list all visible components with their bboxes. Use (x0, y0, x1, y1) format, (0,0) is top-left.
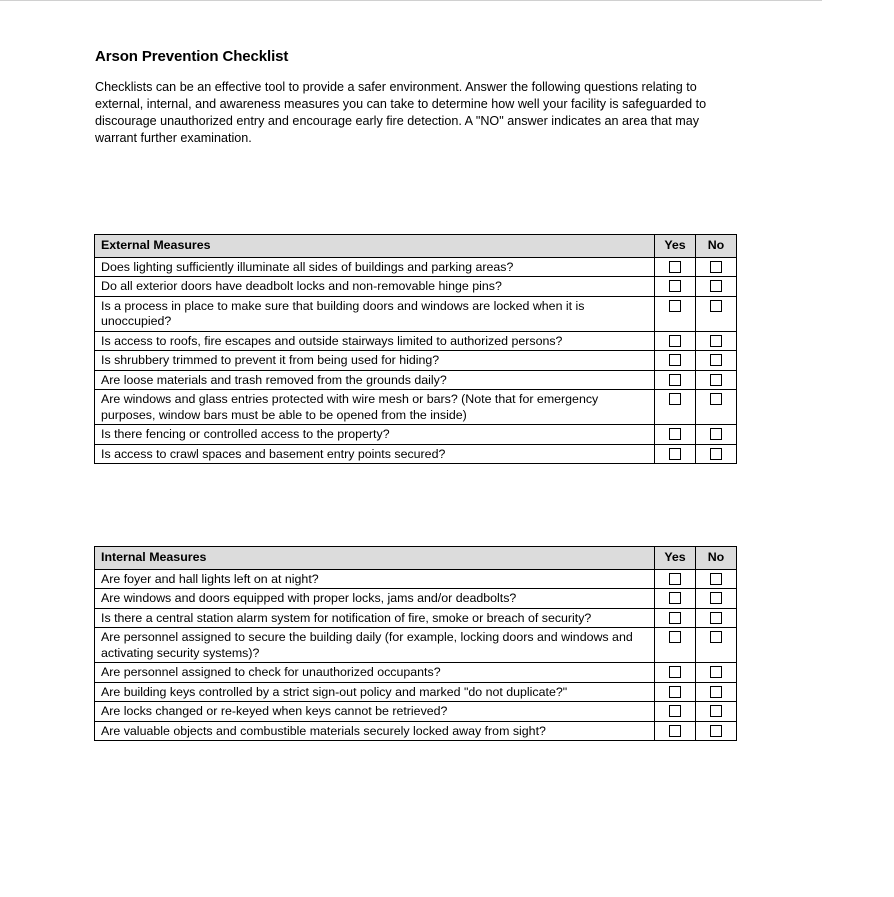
checklist-row (95, 425, 737, 445)
yes-checkbox[interactable] (669, 573, 681, 585)
yes-cell (655, 589, 696, 609)
top-divider (0, 0, 822, 1)
question-text: Is shrubbery trimmed to prevent it from being used for hiding? (95, 351, 655, 371)
checklist-page (95, 48, 740, 738)
checklist-row (95, 589, 737, 609)
no-checkbox[interactable] (710, 686, 722, 698)
question-text: Is there a central station alarm system for notification of fire, smoke or breach of security? (95, 608, 655, 628)
no-checkbox[interactable] (710, 725, 722, 737)
no-cell (696, 370, 737, 390)
question-text: Are personnel assigned to secure the building daily (for example, locking doors and windows and activating security systems)? (95, 628, 655, 663)
yes-cell (655, 702, 696, 722)
no-cell (696, 257, 737, 277)
question-text: Is a process in place to make sure that building doors and windows are locked when it is unoccupied? (95, 296, 655, 331)
question-text: Is access to roofs, fire escapes and outside stairways limited to authorized persons? (95, 331, 655, 351)
checklist-row (95, 702, 737, 722)
no-checkbox[interactable] (710, 354, 722, 366)
yes-cell (655, 296, 696, 331)
no-checkbox[interactable] (710, 300, 722, 312)
yes-cell (655, 390, 696, 425)
intro-paragraph: Checklists can be an effective tool to provide a safer environment. Answer the following questions relating to external, internal, and awareness measures you can take to determine how well your facility is safeguarded to discourage unauthorized entry and encourage early fire detection. A "NO" answer indicates an area that may warrant further examination. (95, 80, 707, 145)
no-checkbox[interactable] (710, 261, 722, 273)
no-checkbox[interactable] (710, 612, 722, 624)
no-checkbox[interactable] (710, 428, 722, 440)
yes-checkbox[interactable] (669, 612, 681, 624)
yes-cell (655, 331, 696, 351)
checklist-row (95, 331, 737, 351)
no-checkbox[interactable] (710, 631, 722, 643)
table-header-row (95, 235, 737, 258)
no-cell (696, 351, 737, 371)
no-cell (696, 608, 737, 628)
section-heading: External Measures (95, 235, 655, 258)
internal-measures-table (94, 546, 737, 741)
question-text: Is there fencing or controlled access to the property? (95, 425, 655, 445)
no-checkbox[interactable] (710, 280, 722, 292)
yes-checkbox[interactable] (669, 666, 681, 678)
yes-checkbox[interactable] (669, 725, 681, 737)
question-text: Are foyer and hall lights left on at night? (95, 569, 655, 589)
yes-checkbox[interactable] (669, 354, 681, 366)
checklist-row (95, 608, 737, 628)
external-measures-table (94, 234, 737, 464)
yes-checkbox[interactable] (669, 686, 681, 698)
checklist-row (95, 370, 737, 390)
yes-checkbox[interactable] (669, 631, 681, 643)
question-text: Are loose materials and trash removed from the grounds daily? (95, 370, 655, 390)
no-cell (696, 589, 737, 609)
no-checkbox[interactable] (710, 393, 722, 405)
no-cell (696, 425, 737, 445)
yes-checkbox[interactable] (669, 428, 681, 440)
yes-column-header: Yes (655, 547, 696, 570)
checklist-row (95, 444, 737, 464)
question-text: Are personnel assigned to check for unauthorized occupants? (95, 663, 655, 683)
yes-cell (655, 628, 696, 663)
yes-cell (655, 277, 696, 297)
yes-checkbox[interactable] (669, 705, 681, 717)
no-cell (696, 663, 737, 683)
question-text: Do all exterior doors have deadbolt locks and non-removable hinge pins? (95, 277, 655, 297)
question-text: Are valuable objects and combustible materials securely locked away from sight? (95, 721, 655, 741)
section-heading: Internal Measures (95, 547, 655, 570)
question-text: Are locks changed or re-keyed when keys cannot be retrieved? (95, 702, 655, 722)
no-column-header: No (696, 235, 737, 258)
external-rows (95, 257, 737, 464)
yes-cell (655, 682, 696, 702)
no-checkbox[interactable] (710, 573, 722, 585)
checklist-row (95, 569, 737, 589)
no-cell (696, 721, 737, 741)
yes-cell (655, 569, 696, 589)
yes-cell (655, 721, 696, 741)
question-text: Is access to crawl spaces and basement entry points secured? (95, 444, 655, 464)
yes-checkbox[interactable] (669, 374, 681, 386)
no-checkbox[interactable] (710, 705, 722, 717)
no-checkbox[interactable] (710, 448, 722, 460)
no-cell (696, 702, 737, 722)
question-text: Are windows and glass entries protected with wire mesh or bars? (Note that for emergency purposes, window bars must be able to be opened from the inside) (95, 390, 655, 425)
question-text: Are windows and doors equipped with proper locks, jams and/or deadbolts? (95, 589, 655, 609)
checklist-row (95, 257, 737, 277)
page-title: Arson Prevention Checklist (95, 48, 289, 65)
yes-checkbox[interactable] (669, 335, 681, 347)
yes-cell (655, 351, 696, 371)
question-text: Does lighting sufficiently illuminate all sides of buildings and parking areas? (95, 257, 655, 277)
no-checkbox[interactable] (710, 374, 722, 386)
checklist-row (95, 628, 737, 663)
no-cell (696, 331, 737, 351)
yes-cell (655, 663, 696, 683)
checklist-row (95, 721, 737, 741)
yes-cell (655, 425, 696, 445)
no-cell (696, 390, 737, 425)
yes-checkbox[interactable] (669, 448, 681, 460)
yes-cell (655, 444, 696, 464)
no-checkbox[interactable] (710, 666, 722, 678)
no-cell (696, 628, 737, 663)
internal-rows (95, 569, 737, 741)
checklist-row (95, 390, 737, 425)
yes-cell (655, 370, 696, 390)
yes-cell (655, 257, 696, 277)
yes-checkbox[interactable] (669, 592, 681, 604)
yes-checkbox[interactable] (669, 280, 681, 292)
no-checkbox[interactable] (710, 592, 722, 604)
yes-checkbox[interactable] (669, 261, 681, 273)
yes-checkbox[interactable] (669, 393, 681, 405)
checklist-row (95, 277, 737, 297)
question-text: Are building keys controlled by a strict sign-out policy and marked "do not duplicate?" (95, 682, 655, 702)
no-cell (696, 444, 737, 464)
no-cell (696, 569, 737, 589)
no-checkbox[interactable] (710, 335, 722, 347)
no-column-header: No (696, 547, 737, 570)
checklist-row (95, 663, 737, 683)
no-cell (696, 296, 737, 331)
no-cell (696, 277, 737, 297)
no-cell (696, 682, 737, 702)
checklist-row (95, 296, 737, 331)
yes-cell (655, 608, 696, 628)
table-header-row (95, 547, 737, 570)
yes-checkbox[interactable] (669, 300, 681, 312)
yes-column-header: Yes (655, 235, 696, 258)
checklist-row (95, 682, 737, 702)
checklist-row (95, 351, 737, 371)
